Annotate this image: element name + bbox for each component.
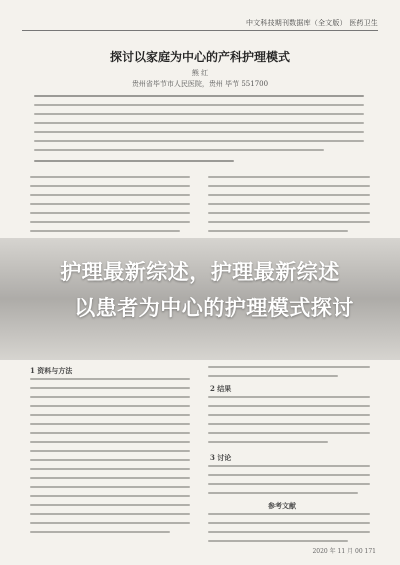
section-heading: 2 结果: [210, 384, 232, 393]
reference-line: [208, 513, 370, 515]
abstract-line: [34, 104, 364, 106]
section-heading: 参考文献: [268, 501, 296, 510]
body-line: [208, 230, 348, 232]
section-heading: 1 资料与方法: [30, 366, 73, 375]
body-line: [208, 366, 370, 368]
keywords-line: [34, 160, 234, 162]
body-line: [208, 492, 358, 494]
section-heading: 3 讨论: [210, 453, 232, 462]
header-rule: [22, 30, 378, 31]
body-line: [30, 194, 190, 196]
body-line: [208, 194, 370, 196]
body-line: [30, 486, 190, 488]
body-line: [30, 504, 190, 506]
abstract-line: [34, 140, 364, 142]
body-line: [208, 414, 370, 416]
body-line: [30, 477, 190, 479]
body-line: [208, 465, 370, 467]
body-line: [208, 441, 328, 443]
body-line: [208, 375, 338, 377]
body-line: [30, 185, 190, 187]
abstract-line: [34, 113, 364, 115]
body-line: [30, 396, 190, 398]
body-line: [208, 423, 370, 425]
abstract-line: [34, 95, 364, 97]
body-line: [208, 396, 370, 398]
body-line: [30, 459, 190, 461]
body-line: [208, 203, 370, 205]
body-line: [30, 221, 190, 223]
reference-line: [208, 522, 370, 524]
body-line: [30, 414, 190, 416]
body-line: [208, 185, 370, 187]
body-line: [208, 212, 370, 214]
body-line: [30, 531, 170, 533]
banner-title-line1: 护理最新综述，护理最新综述: [60, 260, 340, 284]
body-line: [30, 230, 180, 232]
abstract-line: [34, 149, 324, 151]
author: 熊 红: [191, 69, 209, 77]
body-line: [30, 176, 190, 178]
running-head: 中文科技期刊数据库（全文版） 医药卫生: [245, 19, 378, 27]
body-line: [30, 495, 190, 497]
body-line: [30, 522, 190, 524]
body-line: [208, 474, 370, 476]
banner-title-line2: 以患者为中心的护理模式探讨: [74, 296, 354, 320]
body-line: [208, 176, 370, 178]
body-line: [208, 405, 370, 407]
reference-line: [208, 531, 370, 533]
body-line: [30, 441, 190, 443]
body-line: [30, 212, 190, 214]
page-footer: 2020 年 11 月 00 171: [312, 548, 376, 555]
paper-title: 探讨以家庭为中心的产科护理模式: [109, 50, 290, 64]
abstract-line: [34, 131, 364, 133]
body-line: [30, 387, 190, 389]
body-line: [30, 432, 190, 434]
body-line: [30, 513, 190, 515]
body-line: [30, 450, 190, 452]
body-line: [30, 405, 190, 407]
affiliation: 贵州省毕节市人民医院，贵州 毕节 551700: [131, 80, 269, 88]
abstract-line: [34, 122, 364, 124]
body-line: [30, 468, 190, 470]
body-line: [208, 432, 370, 434]
reference-line: [208, 540, 348, 542]
body-line: [208, 221, 370, 223]
body-line: [208, 483, 370, 485]
body-line: [30, 203, 190, 205]
body-line: [30, 378, 190, 380]
body-line: [30, 423, 190, 425]
